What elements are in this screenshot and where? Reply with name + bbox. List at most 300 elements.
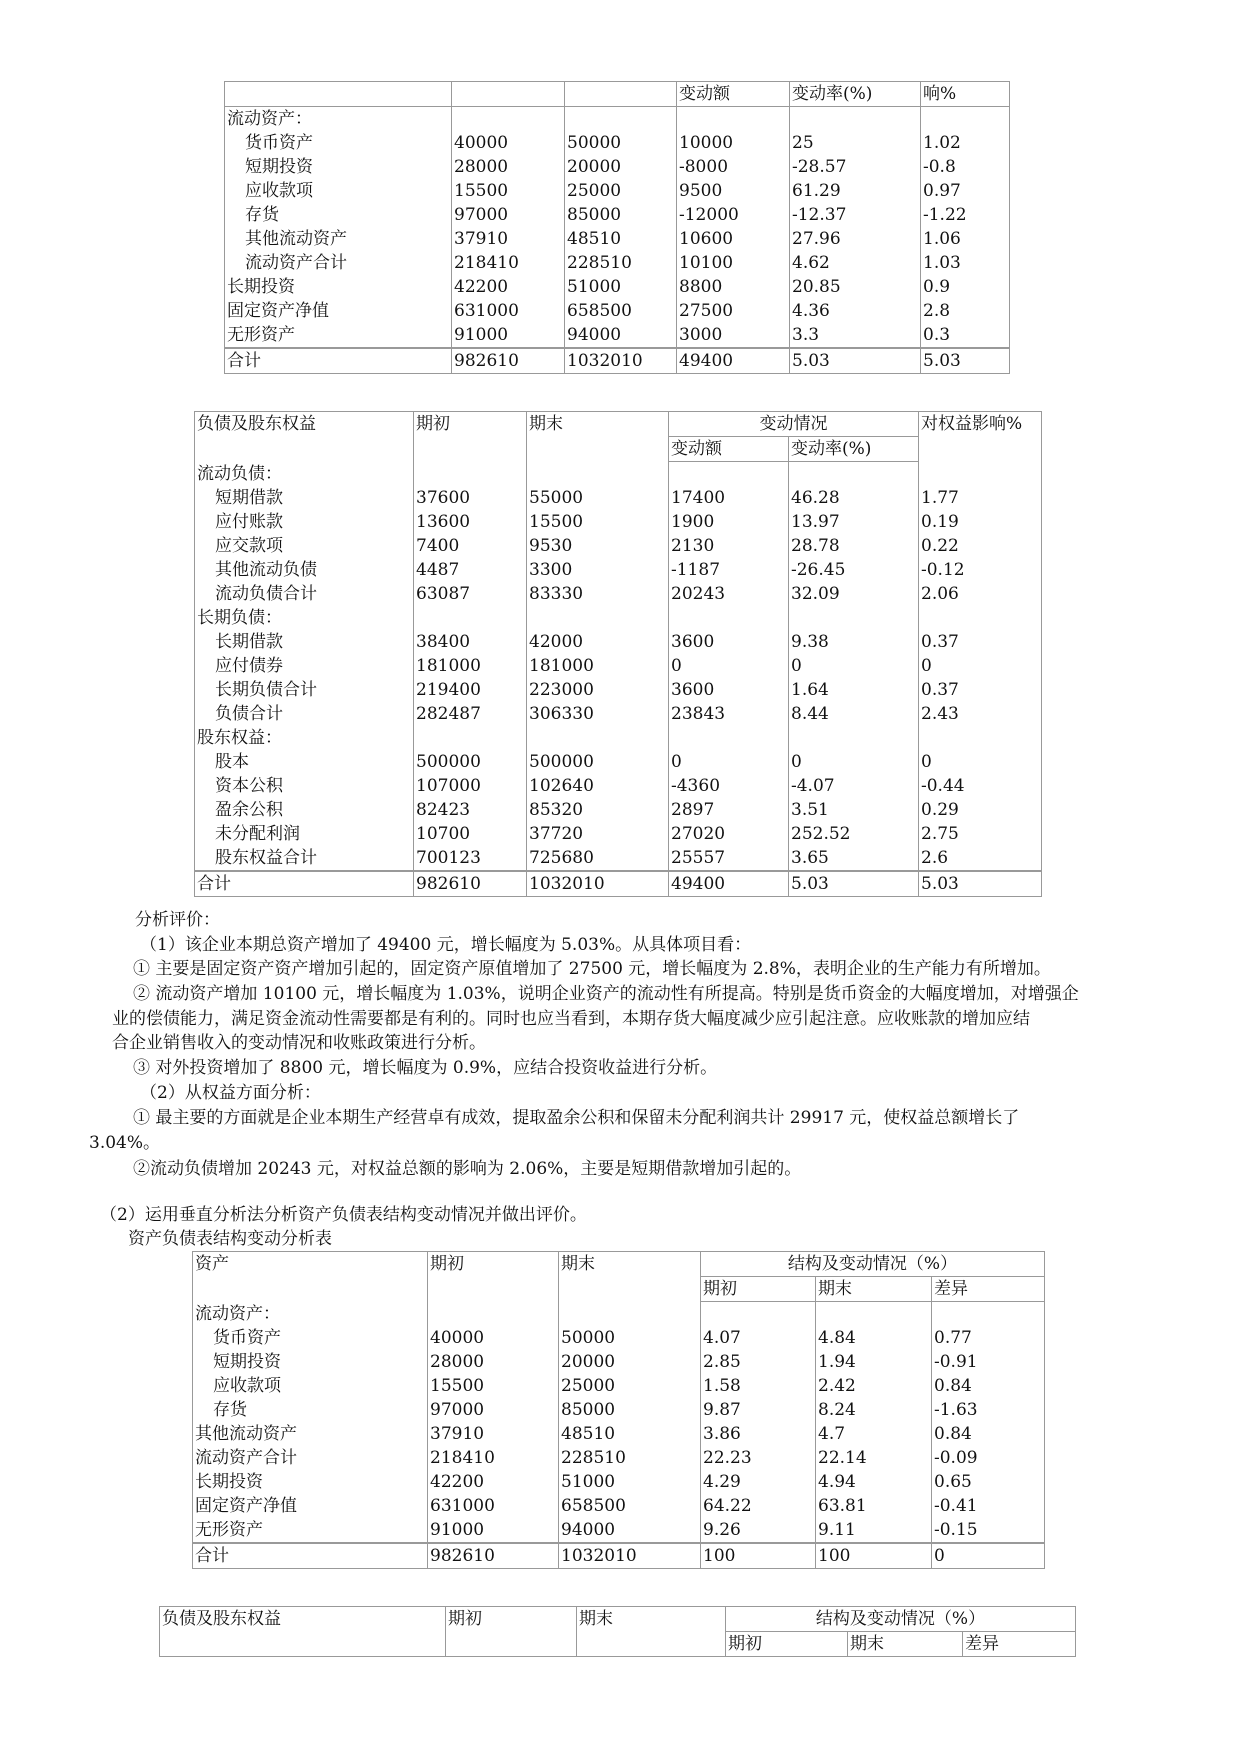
table-cell: 4.84	[816, 1326, 932, 1350]
table-row	[195, 822, 1042, 846]
table-cell: -0.91	[932, 1350, 1045, 1374]
table-cell: 0	[669, 750, 789, 774]
table-row	[195, 606, 1042, 630]
table-cell: 219400	[414, 678, 527, 702]
table-row	[225, 107, 1010, 132]
table-cell: 2.75	[919, 822, 1042, 846]
table-cell: 0.3	[921, 323, 1010, 348]
table-row	[225, 131, 1010, 155]
table-cell: -0.41	[932, 1494, 1045, 1518]
table-cell: 37910	[428, 1422, 559, 1446]
row-label: 短期投资	[193, 1350, 428, 1374]
table-row	[225, 323, 1010, 348]
row-label: 长期借款	[195, 630, 414, 654]
table-row	[225, 275, 1010, 299]
table-caption: 资产负债表结构变动分析表	[128, 1229, 332, 1249]
table-cell: 218410	[428, 1446, 559, 1470]
table-cell: 0.19	[919, 510, 1042, 534]
table-cell: 32.09	[789, 582, 919, 606]
table-cell: 0.29	[919, 798, 1042, 822]
table-cell: 13600	[414, 510, 527, 534]
table-header-row	[160, 1607, 1076, 1632]
table-cell: 5.03	[789, 871, 919, 897]
table-cell: 0.37	[919, 678, 1042, 702]
header-cell: 期初	[414, 412, 527, 462]
header-cell: 负债及股东权益	[195, 412, 414, 462]
table-cell: 0	[919, 654, 1042, 678]
table-cell: 0.9	[921, 275, 1010, 299]
table-cell: 15500	[452, 179, 565, 203]
asset-change-table	[224, 81, 1010, 374]
table-cell: 4.07	[701, 1326, 816, 1350]
table-cell: 181000	[414, 654, 527, 678]
table-row	[195, 486, 1042, 510]
table-cell: 49400	[677, 348, 790, 374]
table-cell: -1.22	[921, 203, 1010, 227]
table-cell: 42000	[527, 630, 669, 654]
table-cell: 181000	[527, 654, 669, 678]
table-cell: 3600	[669, 630, 789, 654]
table-cell	[669, 606, 789, 630]
table-total-row	[195, 871, 1042, 897]
table-cell	[932, 1302, 1045, 1326]
table-row	[195, 798, 1042, 822]
table-cell	[669, 462, 789, 486]
analysis-paragraph: 合企业销售收入的变动情况和收账政策进行分析。	[112, 1033, 486, 1053]
table-cell: -0.44	[919, 774, 1042, 798]
table-cell: 42200	[428, 1470, 559, 1494]
header-cell: 期末	[848, 1632, 963, 1657]
row-label: 其他流动负债	[195, 558, 414, 582]
row-label: 应交款项	[195, 534, 414, 558]
table-cell: 94000	[559, 1518, 701, 1543]
analysis-paragraph: ① 主要是固定资产资产增加引起的，固定资产原值增加了 27500 元，增长幅度为 2.8%，表明企业的生产能力有所增加。	[133, 959, 1051, 979]
table-cell: 4.62	[790, 251, 921, 275]
table-cell: -4360	[669, 774, 789, 798]
table-header-row	[195, 412, 1042, 437]
header-cell	[565, 82, 677, 107]
header-cell: 资产	[193, 1252, 428, 1302]
table-cell: 64.22	[701, 1494, 816, 1518]
table-cell: 0	[789, 654, 919, 678]
table-row	[195, 510, 1042, 534]
table-cell: 3.86	[701, 1422, 816, 1446]
row-label: 流动资产：	[193, 1302, 428, 1326]
table-cell: 1900	[669, 510, 789, 534]
row-label: 应收款项	[225, 179, 452, 203]
table-cell: 1032010	[565, 348, 677, 374]
row-label: 存货	[193, 1398, 428, 1422]
table-cell: 282487	[414, 702, 527, 726]
header-cell: 负债及股东权益	[160, 1607, 446, 1657]
row-label: 资本公积	[195, 774, 414, 798]
table-cell: 10700	[414, 822, 527, 846]
header-cell: 变动额	[677, 82, 790, 107]
row-label: 存货	[225, 203, 452, 227]
row-label: 流动资产合计	[225, 251, 452, 275]
table-cell	[527, 726, 669, 750]
table-row	[193, 1326, 1045, 1350]
analysis-paragraph: （1）该企业本期总资产增加了 49400 元，增长幅度为 5.03%。从具体项目看：	[140, 935, 752, 955]
table-cell: 13.97	[789, 510, 919, 534]
table-cell: 8800	[677, 275, 790, 299]
table-cell: 28000	[452, 155, 565, 179]
analysis-paragraph: ① 最主要的方面就是企业本期生产经营卓有成效，提取盈余公积和保留未分配利润共计 29917 元，使权益总额增长了	[133, 1108, 1020, 1128]
table-cell: 725680	[527, 846, 669, 871]
table-cell	[527, 462, 669, 486]
table-cell	[452, 107, 565, 132]
table-cell	[789, 606, 919, 630]
table-row	[225, 155, 1010, 179]
row-label: 无形资产	[193, 1518, 428, 1543]
table-cell: 306330	[527, 702, 669, 726]
table-cell: 1.77	[919, 486, 1042, 510]
table-cell	[790, 107, 921, 132]
table-cell	[919, 606, 1042, 630]
asset-change-table-body	[225, 82, 1010, 374]
table-cell: 658500	[565, 299, 677, 323]
table-cell: 97000	[428, 1398, 559, 1422]
table-cell: 1.58	[701, 1374, 816, 1398]
table-cell: 91000	[452, 323, 565, 348]
table-cell	[816, 1302, 932, 1326]
header-cell: 期初	[428, 1252, 559, 1302]
table-cell: 4.94	[816, 1470, 932, 1494]
table-cell: 15500	[428, 1374, 559, 1398]
row-label: 合计	[193, 1543, 428, 1569]
table-cell: 28.78	[789, 534, 919, 558]
header-cell: 期初	[701, 1277, 816, 1302]
table-cell: 50000	[559, 1326, 701, 1350]
table-cell	[527, 606, 669, 630]
table-cell: 1.64	[789, 678, 919, 702]
row-label: 长期投资	[225, 275, 452, 299]
table-cell: 25	[790, 131, 921, 155]
row-label: 短期投资	[225, 155, 452, 179]
table-cell: 20.85	[790, 275, 921, 299]
header-cell: 期末	[816, 1277, 932, 1302]
table-cell: 631000	[428, 1494, 559, 1518]
table-cell: 10100	[677, 251, 790, 275]
table-cell: -4.07	[789, 774, 919, 798]
table-cell: 3.51	[789, 798, 919, 822]
table-cell: 9.26	[701, 1518, 816, 1543]
table-cell: 15500	[527, 510, 669, 534]
table-row	[195, 558, 1042, 582]
table-cell: 1.02	[921, 131, 1010, 155]
liability-structure-table-body	[160, 1607, 1076, 1657]
table-cell: 27020	[669, 822, 789, 846]
table-cell	[565, 107, 677, 132]
table-row	[193, 1422, 1045, 1446]
table-cell: 5.03	[921, 348, 1010, 374]
table-cell: 20000	[559, 1350, 701, 1374]
table-cell: 22.14	[816, 1446, 932, 1470]
table-cell	[414, 606, 527, 630]
header-cell: 结构及变动情况（%）	[701, 1252, 1045, 1277]
header-cell: 变动率(%)	[790, 82, 921, 107]
table-cell: 9500	[677, 179, 790, 203]
table-cell: 97000	[452, 203, 565, 227]
table-cell: 37720	[527, 822, 669, 846]
row-label: 合计	[225, 348, 452, 374]
table-cell: 0	[919, 750, 1042, 774]
table-total-row	[193, 1543, 1045, 1569]
table-row	[195, 702, 1042, 726]
table-row	[225, 179, 1010, 203]
table-cell: 8.24	[816, 1398, 932, 1422]
table-cell: 37910	[452, 227, 565, 251]
liability-change-table-body	[195, 412, 1042, 897]
row-label: 长期投资	[193, 1470, 428, 1494]
table-cell: -0.8	[921, 155, 1010, 179]
table-cell: 2.85	[701, 1350, 816, 1374]
table-cell	[789, 726, 919, 750]
header-cell: 期末	[559, 1252, 701, 1302]
row-label: 固定资产净值	[225, 299, 452, 323]
table-cell: 4487	[414, 558, 527, 582]
header-cell	[452, 82, 565, 107]
table-cell: 55000	[527, 486, 669, 510]
table-row	[225, 299, 1010, 323]
section-heading: （2）运用垂直分析法分析资产负债表结构变动情况并做出评价。	[100, 1205, 587, 1225]
table-cell: 0.65	[932, 1470, 1045, 1494]
row-label: 股本	[195, 750, 414, 774]
table-cell: 85000	[559, 1398, 701, 1422]
table-cell: 2130	[669, 534, 789, 558]
table-cell: 218410	[452, 251, 565, 275]
row-label: 无形资产	[225, 323, 452, 348]
table-cell: 38400	[414, 630, 527, 654]
table-row	[195, 534, 1042, 558]
table-row	[195, 654, 1042, 678]
table-cell: 27.96	[790, 227, 921, 251]
table-row	[193, 1518, 1045, 1543]
table-row	[195, 630, 1042, 654]
table-cell: 48510	[565, 227, 677, 251]
table-cell: 46.28	[789, 486, 919, 510]
table-cell: 40000	[428, 1326, 559, 1350]
table-cell: 1032010	[559, 1543, 701, 1569]
table-cell: 5.03	[919, 871, 1042, 897]
table-row	[193, 1494, 1045, 1518]
header-cell: 期初	[446, 1607, 577, 1657]
row-label: 股东权益合计	[195, 846, 414, 871]
table-cell: 3600	[669, 678, 789, 702]
table-cell: 51000	[559, 1470, 701, 1494]
table-row	[225, 251, 1010, 275]
table-cell: -26.45	[789, 558, 919, 582]
table-row	[195, 750, 1042, 774]
table-cell: 28000	[428, 1350, 559, 1374]
table-cell: 25000	[565, 179, 677, 203]
table-cell: 7400	[414, 534, 527, 558]
table-cell: 658500	[559, 1494, 701, 1518]
table-row	[195, 846, 1042, 871]
row-label: 盈余公积	[195, 798, 414, 822]
table-cell: 500000	[414, 750, 527, 774]
header-cell: 变动情况	[669, 412, 919, 437]
table-cell: 0.84	[932, 1422, 1045, 1446]
table-cell: 85000	[565, 203, 677, 227]
table-cell	[414, 726, 527, 750]
liability-change-table	[194, 411, 1042, 897]
table-row	[193, 1302, 1045, 1326]
table-cell: 48510	[559, 1422, 701, 1446]
header-cell: 差异	[963, 1632, 1076, 1657]
table-cell: 2897	[669, 798, 789, 822]
table-cell: 0.77	[932, 1326, 1045, 1350]
table-cell: 0	[932, 1543, 1045, 1569]
table-cell: 0.37	[919, 630, 1042, 654]
table-cell: 4.7	[816, 1422, 932, 1446]
analysis-paragraph: 3.04%。	[89, 1133, 161, 1153]
table-cell: 25557	[669, 846, 789, 871]
table-cell: 50000	[565, 131, 677, 155]
analysis-paragraph: ② 流动资产增加 10100 元，增长幅度为 1.03%，说明企业资产的流动性有所提高。特别是货币资金的大幅度增加，对增强企	[133, 984, 1079, 1004]
table-cell: -1187	[669, 558, 789, 582]
table-cell	[414, 462, 527, 486]
header-cell: 结构及变动情况（%）	[726, 1607, 1076, 1632]
table-cell	[919, 462, 1042, 486]
table-cell: 23843	[669, 702, 789, 726]
table-cell: 20243	[669, 582, 789, 606]
row-label: 股东权益：	[195, 726, 414, 750]
table-cell: 982610	[414, 871, 527, 897]
table-cell: -12000	[677, 203, 790, 227]
header-cell: 响%	[921, 82, 1010, 107]
header-cell: 差异	[932, 1277, 1045, 1302]
table-cell: 228510	[559, 1446, 701, 1470]
table-cell: 1.06	[921, 227, 1010, 251]
table-cell: 1.03	[921, 251, 1010, 275]
table-cell: 0.84	[932, 1374, 1045, 1398]
table-cell: 40000	[452, 131, 565, 155]
row-label: 流动负债：	[195, 462, 414, 486]
table-cell: 8.44	[789, 702, 919, 726]
table-cell: 20000	[565, 155, 677, 179]
header-cell	[225, 82, 452, 107]
table-cell: 25000	[559, 1374, 701, 1398]
table-cell: 2.06	[919, 582, 1042, 606]
table-row	[195, 774, 1042, 798]
row-label: 货币资产	[225, 131, 452, 155]
table-cell: 107000	[414, 774, 527, 798]
table-cell: 49400	[669, 871, 789, 897]
table-row	[225, 203, 1010, 227]
table-cell: 63087	[414, 582, 527, 606]
table-cell: 82423	[414, 798, 527, 822]
table-cell: -1.63	[932, 1398, 1045, 1422]
row-label: 长期负债：	[195, 606, 414, 630]
table-cell: 1032010	[527, 871, 669, 897]
liability-structure-table	[159, 1606, 1076, 1657]
table-cell: 10600	[677, 227, 790, 251]
table-cell	[789, 462, 919, 486]
table-cell: 37600	[414, 486, 527, 510]
table-cell: 61.29	[790, 179, 921, 203]
table-cell: 100	[816, 1543, 932, 1569]
row-label: 长期负债合计	[195, 678, 414, 702]
table-cell: 2.6	[919, 846, 1042, 871]
row-label: 应收款项	[193, 1374, 428, 1398]
table-row	[193, 1374, 1045, 1398]
asset-structure-table	[192, 1251, 1045, 1569]
analysis-paragraph: （2）从权益方面分析：	[140, 1083, 321, 1103]
analysis-title: 分析评价：	[135, 910, 220, 930]
table-cell	[701, 1302, 816, 1326]
table-cell: 85320	[527, 798, 669, 822]
header-cell: 期末	[527, 412, 669, 462]
table-total-row	[225, 348, 1010, 374]
table-cell: 63.81	[816, 1494, 932, 1518]
table-cell: 94000	[565, 323, 677, 348]
table-cell: 2.8	[921, 299, 1010, 323]
table-cell: 83330	[527, 582, 669, 606]
table-cell: 3.3	[790, 323, 921, 348]
table-cell: -12.37	[790, 203, 921, 227]
table-row	[225, 227, 1010, 251]
table-cell: -0.15	[932, 1518, 1045, 1543]
row-label: 流动资产：	[225, 107, 452, 132]
table-cell: 5.03	[790, 348, 921, 374]
table-cell: -28.57	[790, 155, 921, 179]
table-row	[193, 1470, 1045, 1494]
table-row	[193, 1350, 1045, 1374]
table-cell: 252.52	[789, 822, 919, 846]
header-cell: 期末	[577, 1607, 726, 1657]
table-row	[195, 678, 1042, 702]
table-cell: -0.09	[932, 1446, 1045, 1470]
table-cell: 2.42	[816, 1374, 932, 1398]
table-row	[195, 462, 1042, 486]
table-cell: 631000	[452, 299, 565, 323]
row-label: 负债合计	[195, 702, 414, 726]
row-label: 其他流动资产	[193, 1422, 428, 1446]
table-cell	[669, 726, 789, 750]
analysis-paragraph: ②流动负债增加 20243 元，对权益总额的影响为 2.06%，主要是短期借款增加引起的。	[133, 1159, 802, 1179]
table-cell	[919, 726, 1042, 750]
table-cell: 4.36	[790, 299, 921, 323]
table-row	[195, 582, 1042, 606]
table-cell: 500000	[527, 750, 669, 774]
table-cell: 4.29	[701, 1470, 816, 1494]
table-cell: 17400	[669, 486, 789, 510]
row-label: 固定资产净值	[193, 1494, 428, 1518]
table-cell: 42200	[452, 275, 565, 299]
table-cell: 9.38	[789, 630, 919, 654]
table-cell: 0	[669, 654, 789, 678]
header-cell: 变动额	[669, 437, 789, 462]
table-cell: -0.12	[919, 558, 1042, 582]
table-cell: 2.43	[919, 702, 1042, 726]
analysis-paragraph: ③ 对外投资增加了 8800 元，增长幅度为 0.9%，应结合投资收益进行分析。	[133, 1058, 718, 1078]
table-cell: 9.87	[701, 1398, 816, 1422]
table-cell	[677, 107, 790, 132]
table-cell: 223000	[527, 678, 669, 702]
asset-structure-table-body	[193, 1252, 1045, 1569]
header-cell: 对权益影响%	[919, 412, 1042, 462]
table-cell: 982610	[428, 1543, 559, 1569]
table-cell	[428, 1302, 559, 1326]
table-cell: 1.94	[816, 1350, 932, 1374]
row-label: 流动负债合计	[195, 582, 414, 606]
row-label: 短期借款	[195, 486, 414, 510]
table-cell: 700123	[414, 846, 527, 871]
table-header-row	[193, 1252, 1045, 1277]
table-row	[195, 726, 1042, 750]
row-label: 应付账款	[195, 510, 414, 534]
